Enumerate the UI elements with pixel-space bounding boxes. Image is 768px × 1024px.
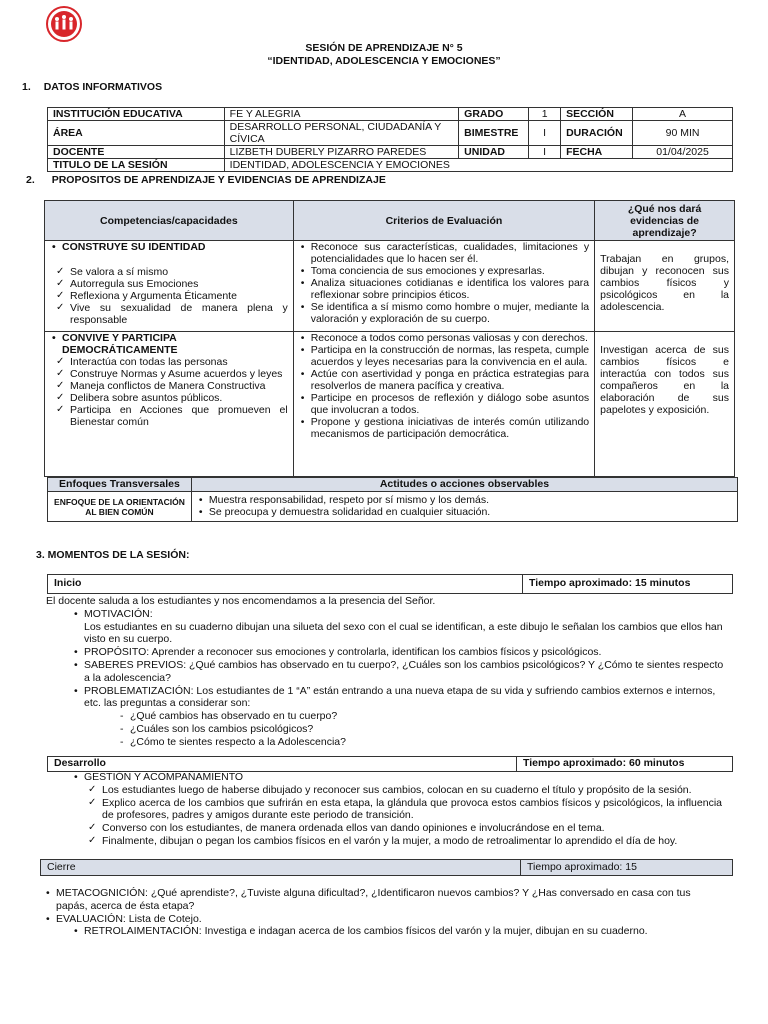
list-item: ✓ Los estudiantes luego de haberse dibujado y reconocer sus cambios, colocan en su cuaderno el título y propósito de la sesión. xyxy=(82,784,722,797)
section-2-label: PROPOSITOS DE APRENDIZAJE Y EVIDENCIAS DE APRENDIZAJE xyxy=(51,174,386,186)
purposes-table xyxy=(44,200,735,477)
criterios-convive xyxy=(293,332,594,477)
grado-label: GRADO xyxy=(459,108,529,121)
titulo-value: IDENTIDAD, ADOLESCENCIA Y EMOCIONES xyxy=(224,159,732,172)
pregunta-item: - ¿Cómo te sientes respecto a la Adolescencia? xyxy=(118,736,726,749)
competencia-identidad xyxy=(45,241,294,332)
evidencias-header: ¿Qué nos dará evidencias de aprendizaje? xyxy=(595,201,735,241)
desarrollo-content xyxy=(72,771,722,848)
seccion-value: A xyxy=(633,108,733,121)
bimestre-value: I xyxy=(529,121,561,146)
seccion-label: SECCIÓN xyxy=(561,108,633,121)
cierre-label: Cierre xyxy=(41,860,521,875)
motivacion-label: • MOTIVACIÓN: xyxy=(84,607,153,620)
enfoques-table xyxy=(47,477,738,522)
motivacion-item xyxy=(72,608,726,646)
inicio-time: Tiempo aproximado: 15 minutos xyxy=(529,577,691,589)
session-subtitle: “IDENTIDAD, ADOLESCENCIA Y EMOCIONES” xyxy=(267,55,501,67)
list-item: • Toma conciencia de sus emociones y expresarlas. xyxy=(299,265,589,277)
metacognicion-item: • METACOGNICIÓN: ¿Qué aprendiste?, ¿Tuviste alguna dificultad?, ¿Identificaron nuevos cambios? Y ¿Has conversado en casa con tus papás, acerca de ésta etapa? xyxy=(44,887,724,913)
list-item: ✓ Se valora a sí mismo xyxy=(50,266,288,278)
enfoques-header: Enfoques Transversales xyxy=(48,478,192,492)
pregunta-item: - ¿Qué cambios has observado en tu cuerpo? xyxy=(118,710,726,723)
titulo-label: TITULO DE LA SESIÓN xyxy=(48,159,225,172)
list-item: ✓ Reflexiona y Argumenta Éticamente xyxy=(50,290,288,302)
inst-label: INSTITUCIÓN EDUCATIVA xyxy=(48,108,225,121)
bimestre-label: BIMESTRE xyxy=(459,121,529,146)
desarrollo-bar xyxy=(47,756,733,772)
duracion-label: DURACIÓN xyxy=(561,121,633,146)
section-2-heading xyxy=(26,174,386,186)
list-item: ✓ Interactúa con todas las personas xyxy=(50,356,288,368)
list-item: • Reconoce sus características, cualidades, limitaciones y potencialidades que lo hacen ser él. xyxy=(299,241,589,265)
pregunta-item: - ¿Cuáles son los cambios psicológicos? xyxy=(118,723,726,736)
list-item: ✓ Explico acerca de los cambios que sufrirán en esta etapa, la glándula que provoca estos cambios físicos y psicológicos, la influencia de profesores, padres y amigos durante este periodo de transición. xyxy=(82,797,722,823)
inst-value: FE Y ALEGRIA xyxy=(224,108,459,121)
competencia-convive-title: • CONVIVE Y PARTICIPA DEMOCRÁTICAMENTE xyxy=(50,332,288,356)
cierre-content xyxy=(44,887,724,938)
enfoque-name: ENFOQUE DE LA ORIENTACIÓN AL BIEN COMÚN xyxy=(48,492,192,522)
list-item: ✓ Vive su sexualidad de manera plena y responsable xyxy=(50,302,288,326)
evidencia-convive: Investigan acerca de sus cambios físicos e interactúa con todos sus compañeros en la elaboración de sus papelotes y exposición. xyxy=(595,332,735,477)
list-item: • Se preocupa y demuestra solidaridad en cualquier situación. xyxy=(197,506,732,518)
fecha-value: 01/04/2025 xyxy=(633,146,733,159)
list-item: • Muestra responsabilidad, respeto por sí mismo y los demás. xyxy=(197,494,732,506)
competencia-convive xyxy=(45,332,294,477)
list-item: ✓ Maneja conflictos de Manera Constructiva xyxy=(50,380,288,392)
list-item: ✓ Autorregula sus Emociones xyxy=(50,278,288,290)
list-item: • Reconoce a todos como personas valiosas y con derechos. xyxy=(299,332,589,344)
docente-value: LIZBETH DUBERLY PIZARRO PAREDES xyxy=(224,146,459,159)
cierre-bar xyxy=(40,859,733,876)
proposito-item: • PROPÓSITO: Aprender a reconocer sus emociones y controlarla, identifican los cambios físicos y psicológicos. xyxy=(72,646,726,659)
unidad-label: UNIDAD xyxy=(459,146,529,159)
competencias-header: Competencias/capacidades xyxy=(45,201,294,241)
list-item: ✓ Finalmente, dibujan o pegan los cambios físicos en el varón y la mujer, a modo de retroalimentar lo aprendido el día de hoy. xyxy=(82,835,722,848)
list-item: • Actúe con asertividad y ponga en práctica estrategias para resolverlos de manera pacífica y creativa. xyxy=(299,368,589,392)
duracion-value: 90 MIN xyxy=(633,121,733,146)
section-1-number: 1. xyxy=(22,81,31,93)
session-title: SESIÓN DE APRENDIZAJE N° 5 xyxy=(305,42,463,54)
list-item: • Se identifica a sí mismo como hombre o mujer, mediante la valoración y exploración de su cuerpo. xyxy=(299,301,589,325)
competencia-identidad-title: • CONSTRUYE SU IDENTIDAD xyxy=(50,241,288,253)
desarrollo-label: Desarrollo xyxy=(48,757,517,771)
retro-item: • RETROLAIMENTACIÓN: Investiga e indagan acerca de los cambios físicos del varón y la mujer, dibujan en su cuaderno. xyxy=(72,925,724,938)
list-item: ✓ Delibera sobre asuntos públicos. xyxy=(50,392,288,404)
saberes-item: • SABERES PREVIOS: ¿Qué cambios has observado en tu cuerpo?, ¿Cuáles son los cambios psicológicos? Y ¿Cómo te sientes respecto a la adolescencia? xyxy=(72,659,726,685)
list-item: • Propone y gestiona iniciativas de interés común utilizando mecanismos de participación democrática. xyxy=(299,416,589,440)
list-item: • Analiza situaciones cotidianas e identifica los valores para reflexionar sobre principios éticos. xyxy=(299,277,589,301)
info-table xyxy=(47,107,733,172)
list-item: • Participe en procesos de reflexión y diálogo sobe asuntos que involucran a todos. xyxy=(299,392,589,416)
docente-label: DOCENTE xyxy=(48,146,225,159)
capacidades-identidad xyxy=(50,266,288,326)
gestion-item: • GESTIÓN Y ACOMPAÑAMIENTO xyxy=(72,771,722,784)
section-1-label: DATOS INFORMATIVOS xyxy=(43,81,163,93)
inicio-content xyxy=(46,595,726,749)
evaluacion-item: • EVALUACIÓN: Lista de Cotejo. xyxy=(44,913,724,926)
actitudes-header: Actitudes o acciones observables xyxy=(191,478,737,492)
cierre-time: Tiempo aproximado: 15 xyxy=(527,861,637,873)
section-3-heading: 3. MOMENTOS DE LA SESIÓN: xyxy=(36,549,190,561)
list-item: • Participa en la construcción de normas, las respeta, cumple acuerdos y leyes necesarias para la convivencia en el aula. xyxy=(299,344,589,368)
school-logo xyxy=(46,6,82,42)
area-value: DESARROLLO PERSONAL, CIUDADANÍA Y CÍVICA xyxy=(224,121,459,146)
list-item: ✓ Converso con los estudiantes, de manera ordenada ellos van dando opiniones e involucrándose en el tema. xyxy=(82,822,722,835)
section-2-number: 2. xyxy=(26,174,35,186)
unidad-value: I xyxy=(529,146,561,159)
inicio-bar xyxy=(47,574,733,594)
desarrollo-time: Tiempo aproximado: 60 minutos xyxy=(523,757,685,769)
list-item: ✓ Participa en Acciones que promueven el Bienestar común xyxy=(50,404,288,428)
area-label: ÁREA xyxy=(48,121,225,146)
capacidades-convive xyxy=(50,356,288,428)
criterios-header: Criterios de Evaluación xyxy=(293,201,594,241)
section-1-heading xyxy=(22,81,162,93)
inicio-label: Inicio xyxy=(48,575,523,593)
motivacion-text: Los estudiantes en su cuaderno dibujan una silueta del sexo con el cual se identifican, a este dibujo le señalan los cambios que ellos han visto en su cuerpo. xyxy=(84,620,723,646)
fecha-label: FECHA xyxy=(561,146,633,159)
actitudes-list xyxy=(191,492,737,522)
evidencia-identidad: Trabajan en grupos, dibujan y reconocen sus cambios físicos y psicológicos en la adolescencia. xyxy=(595,241,735,332)
problematizacion-item: • PROBLEMATIZACIÓN: Los estudiantes de 1 “A” están entrando a una nueva etapa de su vida y sufriendo cambios externos e internos, etc. las preguntas a considerar son: xyxy=(72,685,726,711)
criterios-identidad xyxy=(293,241,594,332)
grado-value: 1 xyxy=(529,108,561,121)
inicio-intro: El docente saluda a los estudiantes y nos encomendamos a la presencia del Señor. xyxy=(46,595,436,607)
list-item: ✓ Construye Normas y Asume acuerdos y leyes xyxy=(50,368,288,380)
